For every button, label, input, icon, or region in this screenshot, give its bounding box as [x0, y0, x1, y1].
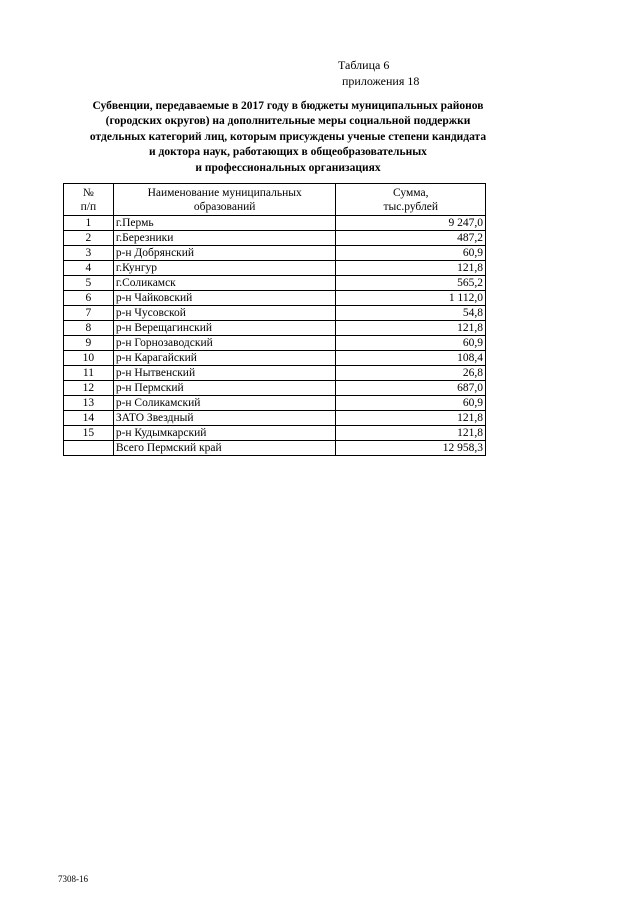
row-number — [64, 441, 114, 456]
document-title — [50, 99, 526, 176]
table-row — [64, 306, 486, 321]
municipality-name: г.Пермь — [113, 216, 336, 231]
municipality-name: г.Соликамск — [113, 276, 336, 291]
row-number: 11 — [64, 366, 114, 381]
table-row — [64, 321, 486, 336]
row-number: 6 — [64, 291, 114, 306]
title-line: и профессиональных организациях — [195, 161, 381, 174]
row-number: 1 — [64, 216, 114, 231]
amount-value: 108,4 — [336, 351, 486, 366]
row-number: 15 — [64, 426, 114, 441]
municipality-name: р-н Кудымкарский — [113, 426, 336, 441]
table-number: Таблица 6 — [338, 58, 390, 72]
table-row — [64, 381, 486, 396]
table-row — [64, 216, 486, 231]
table-row — [64, 261, 486, 276]
title-line: Субвенции, передаваемые в 2017 году в бюджеты муниципальных районов — [92, 100, 484, 112]
row-number: 2 — [64, 231, 114, 246]
header-text: Наименование муниципальных — [147, 186, 302, 199]
row-number: 14 — [64, 411, 114, 426]
row-number: 13 — [64, 396, 114, 411]
amount-value: 121,8 — [336, 426, 486, 441]
amount-value: 121,8 — [336, 321, 486, 336]
amount-value: 60,9 — [336, 246, 486, 261]
row-number: 10 — [64, 351, 114, 366]
table-row — [64, 276, 486, 291]
amount-value: 12 958,3 — [336, 441, 486, 456]
amount-value: 54,8 — [336, 306, 486, 321]
header-text: тыс.рублей — [383, 200, 438, 213]
municipality-name: ЗАТО Звездный — [113, 411, 336, 426]
table-row — [64, 396, 486, 411]
municipality-name: р-н Нытвенский — [113, 366, 336, 381]
table-row — [64, 291, 486, 306]
row-number: 12 — [64, 381, 114, 396]
table-reference — [338, 57, 419, 89]
amount-value: 121,8 — [336, 411, 486, 426]
subsidy-table — [63, 183, 486, 456]
municipality-name: р-н Чайковский — [113, 291, 336, 306]
amount-value: 60,9 — [336, 336, 486, 351]
amount-value: 487,2 — [336, 231, 486, 246]
amount-value: 687,0 — [336, 381, 486, 396]
column-header-municipality — [113, 184, 336, 216]
document-code: 7308-16 — [58, 874, 88, 884]
header-text: Сумма, — [393, 186, 429, 199]
title-line: и доктора наук, работающих в общеобразовательных — [149, 146, 427, 159]
municipality-name: р-н Чусовской — [113, 306, 336, 321]
title-line: (городских округов) на дополнительные меры социальной поддержки — [105, 115, 471, 128]
table-row — [64, 246, 486, 261]
table-row — [64, 411, 486, 426]
municipality-name: Всего Пермский край — [113, 441, 336, 456]
municipality-name: г.Кунгур — [113, 261, 336, 276]
row-number: 7 — [64, 306, 114, 321]
municipality-name: р-н Верещагинский — [113, 321, 336, 336]
row-number: 8 — [64, 321, 114, 336]
table-row — [64, 426, 486, 441]
header-text: образований — [193, 200, 256, 213]
municipality-name: г.Березники — [113, 231, 336, 246]
amount-value: 121,8 — [336, 261, 486, 276]
appendix-number: приложения 18 — [342, 74, 420, 88]
table-row — [64, 231, 486, 246]
table-header-row — [64, 184, 486, 216]
column-header-amount — [336, 184, 486, 216]
amount-value: 60,9 — [336, 396, 486, 411]
amount-value: 9 247,0 — [336, 216, 486, 231]
municipality-name: р-н Добрянский — [113, 246, 336, 261]
municipality-name: р-н Горнозаводский — [113, 336, 336, 351]
header-text: п/п — [80, 200, 97, 213]
amount-value: 26,8 — [336, 366, 486, 381]
title-line: отдельных категорий лиц, которым присуждены ученые степени кандидата — [89, 130, 487, 143]
table-row — [64, 336, 486, 351]
column-header-number — [64, 184, 114, 216]
table-row — [64, 366, 486, 381]
amount-value: 565,2 — [336, 276, 486, 291]
total-row — [64, 441, 486, 456]
table-row — [64, 351, 486, 366]
amount-value: 1 112,0 — [336, 291, 486, 306]
row-number: 5 — [64, 276, 114, 291]
row-number: 9 — [64, 336, 114, 351]
row-number: 4 — [64, 261, 114, 276]
municipality-name: р-н Карагайский — [113, 351, 336, 366]
table-body — [64, 216, 486, 456]
municipality-name: р-н Пермский — [113, 381, 336, 396]
row-number: 3 — [64, 246, 114, 261]
municipality-name: р-н Соликамский — [113, 396, 336, 411]
header-text: № — [82, 186, 94, 199]
